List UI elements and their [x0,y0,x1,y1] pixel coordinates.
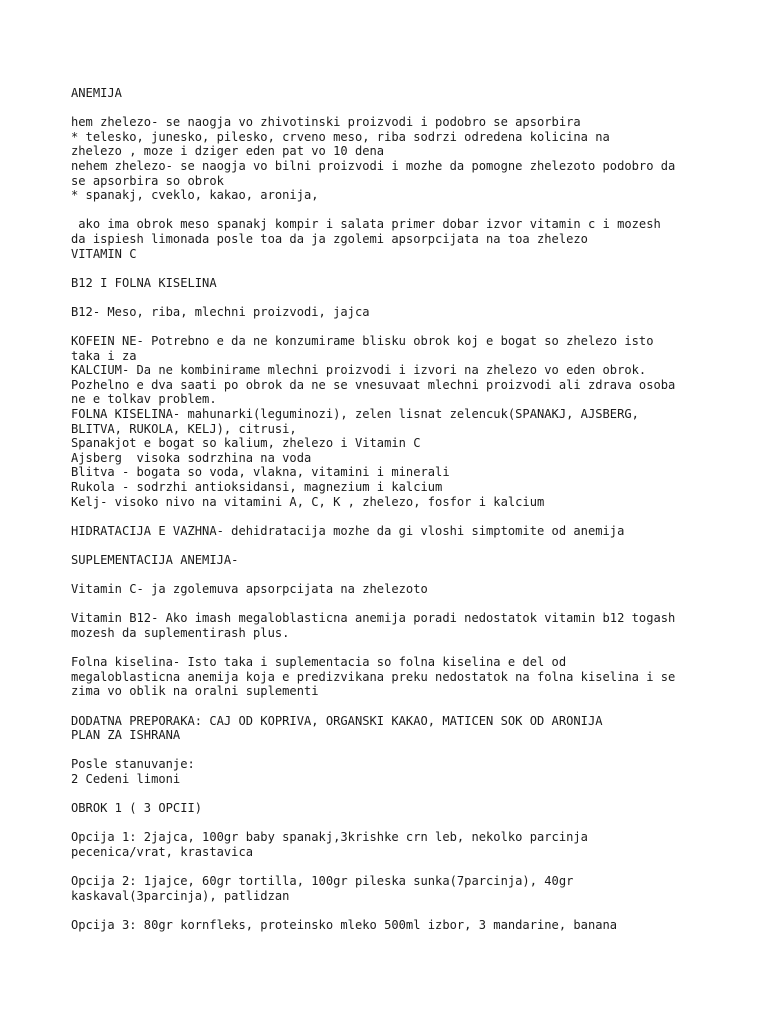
text-line: FOLNA KISELINA- mahunarki(leguminozi), zelen lisnat zelencuk(SPANAKJ, AJSBERG, [71,407,639,422]
text-line: taka i za [71,348,137,363]
text-line: da ispiesh limonada posle toa da ja zgolemi apsorpcijata na toa zhelezo [71,231,588,246]
text-line: hem zhelezo- se naogja vo zhivotinski proizvodi i podobro se apsorbira [71,115,581,130]
text-line: Blitva - bogata so voda, vlakna, vitamini i minerali [71,465,450,480]
text-line: Ajsberg visoka sodrzhina na voda [71,450,312,465]
text-line: se apsorbira so obrok [71,173,224,188]
text-line: zhelezo , moze i dziger eden pat vo 10 dena [71,144,385,159]
text-line: PLAN ZA ISHRANA [71,728,181,743]
blank-line [71,859,731,874]
blank-line [71,320,731,335]
blank-line [71,597,731,612]
blank-line [71,641,731,656]
text-line: B12 I FOLNA KISELINA [71,275,217,290]
text-line: Opcija 3: 80gr kornfleks, proteinsko mleko 500ml izbor, 3 mandarine, banana [71,917,618,932]
text-line: Posle stanuvanje: [71,757,195,772]
text-line: VITAMIN C [71,246,137,261]
text-line: * spanakj, cveklo, kakao, aronija, [71,188,319,203]
text-line: 2 Cedeni limoni [71,771,181,786]
text-line: Rukola - sodrzhi antioksidansi, magnezium i kalcium [71,480,443,495]
text-line: SUPLEMENTACIJA ANEMIJA- [71,553,239,567]
text-line: Opcija 2: 1jajce, 60gr tortilla, 100gr pileska sunka(7parcinja), 40gr [71,874,574,889]
text-line: megaloblasticna anemija koja e predizvikana preku nedostatok na folna kiselina i se [71,669,676,684]
text-line: KALCIUM- Da ne kombinirame mlechni proizvodi i izvori na zhelezo vo eden obrok. [71,363,647,378]
text-line: Vitamin C- ja zgolemuva apsorpcijata na zhelezoto [71,582,428,597]
blank-line [71,816,731,831]
blank-line [71,203,731,218]
document-body [71,86,731,932]
text-line: HIDRATACIJA E VAZHNA- dehidratacija mozhe da gi vloshi simptomite od anemija [71,523,625,538]
text-line: Pozhelno e dva saati po obrok da ne se vnesuvaat mlechni proizvodi ali zdrava osoba [71,377,676,392]
text-line: zima vo oblik na oralni suplementi [71,684,319,699]
blank-line [71,903,731,918]
text-line: Vitamin B12- Ako imash megaloblasticna anemija poradi nedostatok vitamin b12 togash [71,611,676,626]
blank-line [71,509,731,524]
blank-line [71,568,731,583]
text-line: DODATNA PREPORAKA: CAJ OD KOPRIVA, ORGANSKI KAKAO, MATICEN SOK OD ARONIJA [71,713,603,728]
text-line: ne e tolkav problem. [71,392,217,407]
blank-line [71,787,731,802]
text-line: B12- Meso, riba, mlechni proizvodi, jajca [71,304,370,319]
text-line: Opcija 1: 2jajca, 100gr baby spanakj,3krishke crn leb, nekolko parcinja [71,830,588,845]
blank-line [71,699,731,714]
text-line: KOFEIN NE- Potrebno e da ne konzumirame blisku obrok koj e bogat so zhelezo isto [71,334,654,349]
text-line: ako ima obrok meso spanakj kompir i salata primer dobar izvor vitamin c i mozesh [71,217,661,232]
blank-line [71,290,731,305]
text-line: * telesko, junesko, pilesko, crveno meso, riba sodrzi odredena kolicina na [71,129,610,144]
blank-line [71,101,731,116]
text-line: Folna kiselina- Isto taka i suplementacia so folna kiselina e del od [71,655,567,670]
blank-line [71,743,731,758]
text-line: pecenica/vrat, krastavica [71,844,254,859]
text-line: Kelj- visoko nivo na vitamini A, C, K , zhelezo, fosfor i kalcium [71,494,545,509]
blank-line [71,261,731,276]
text-line: ANEMIJA [71,86,122,100]
text-line: nehem zhelezo- se naogja vo bilni proizvodi i mozhe da pomogne zhelezoto podobro da [71,158,676,173]
text-line: kaskaval(3parcinja), patlidzan [71,888,290,903]
blank-line [71,538,731,553]
text-line: BLITVA, RUKOLA, KELJ), citrusi, [71,421,297,436]
text-line: Spanakjot e bogat so kalium, zhelezo i Vitamin C [71,436,421,451]
text-line: mozesh da suplementirash plus. [71,625,290,640]
text-line: OBROK 1 ( 3 OPCII) [71,801,203,816]
